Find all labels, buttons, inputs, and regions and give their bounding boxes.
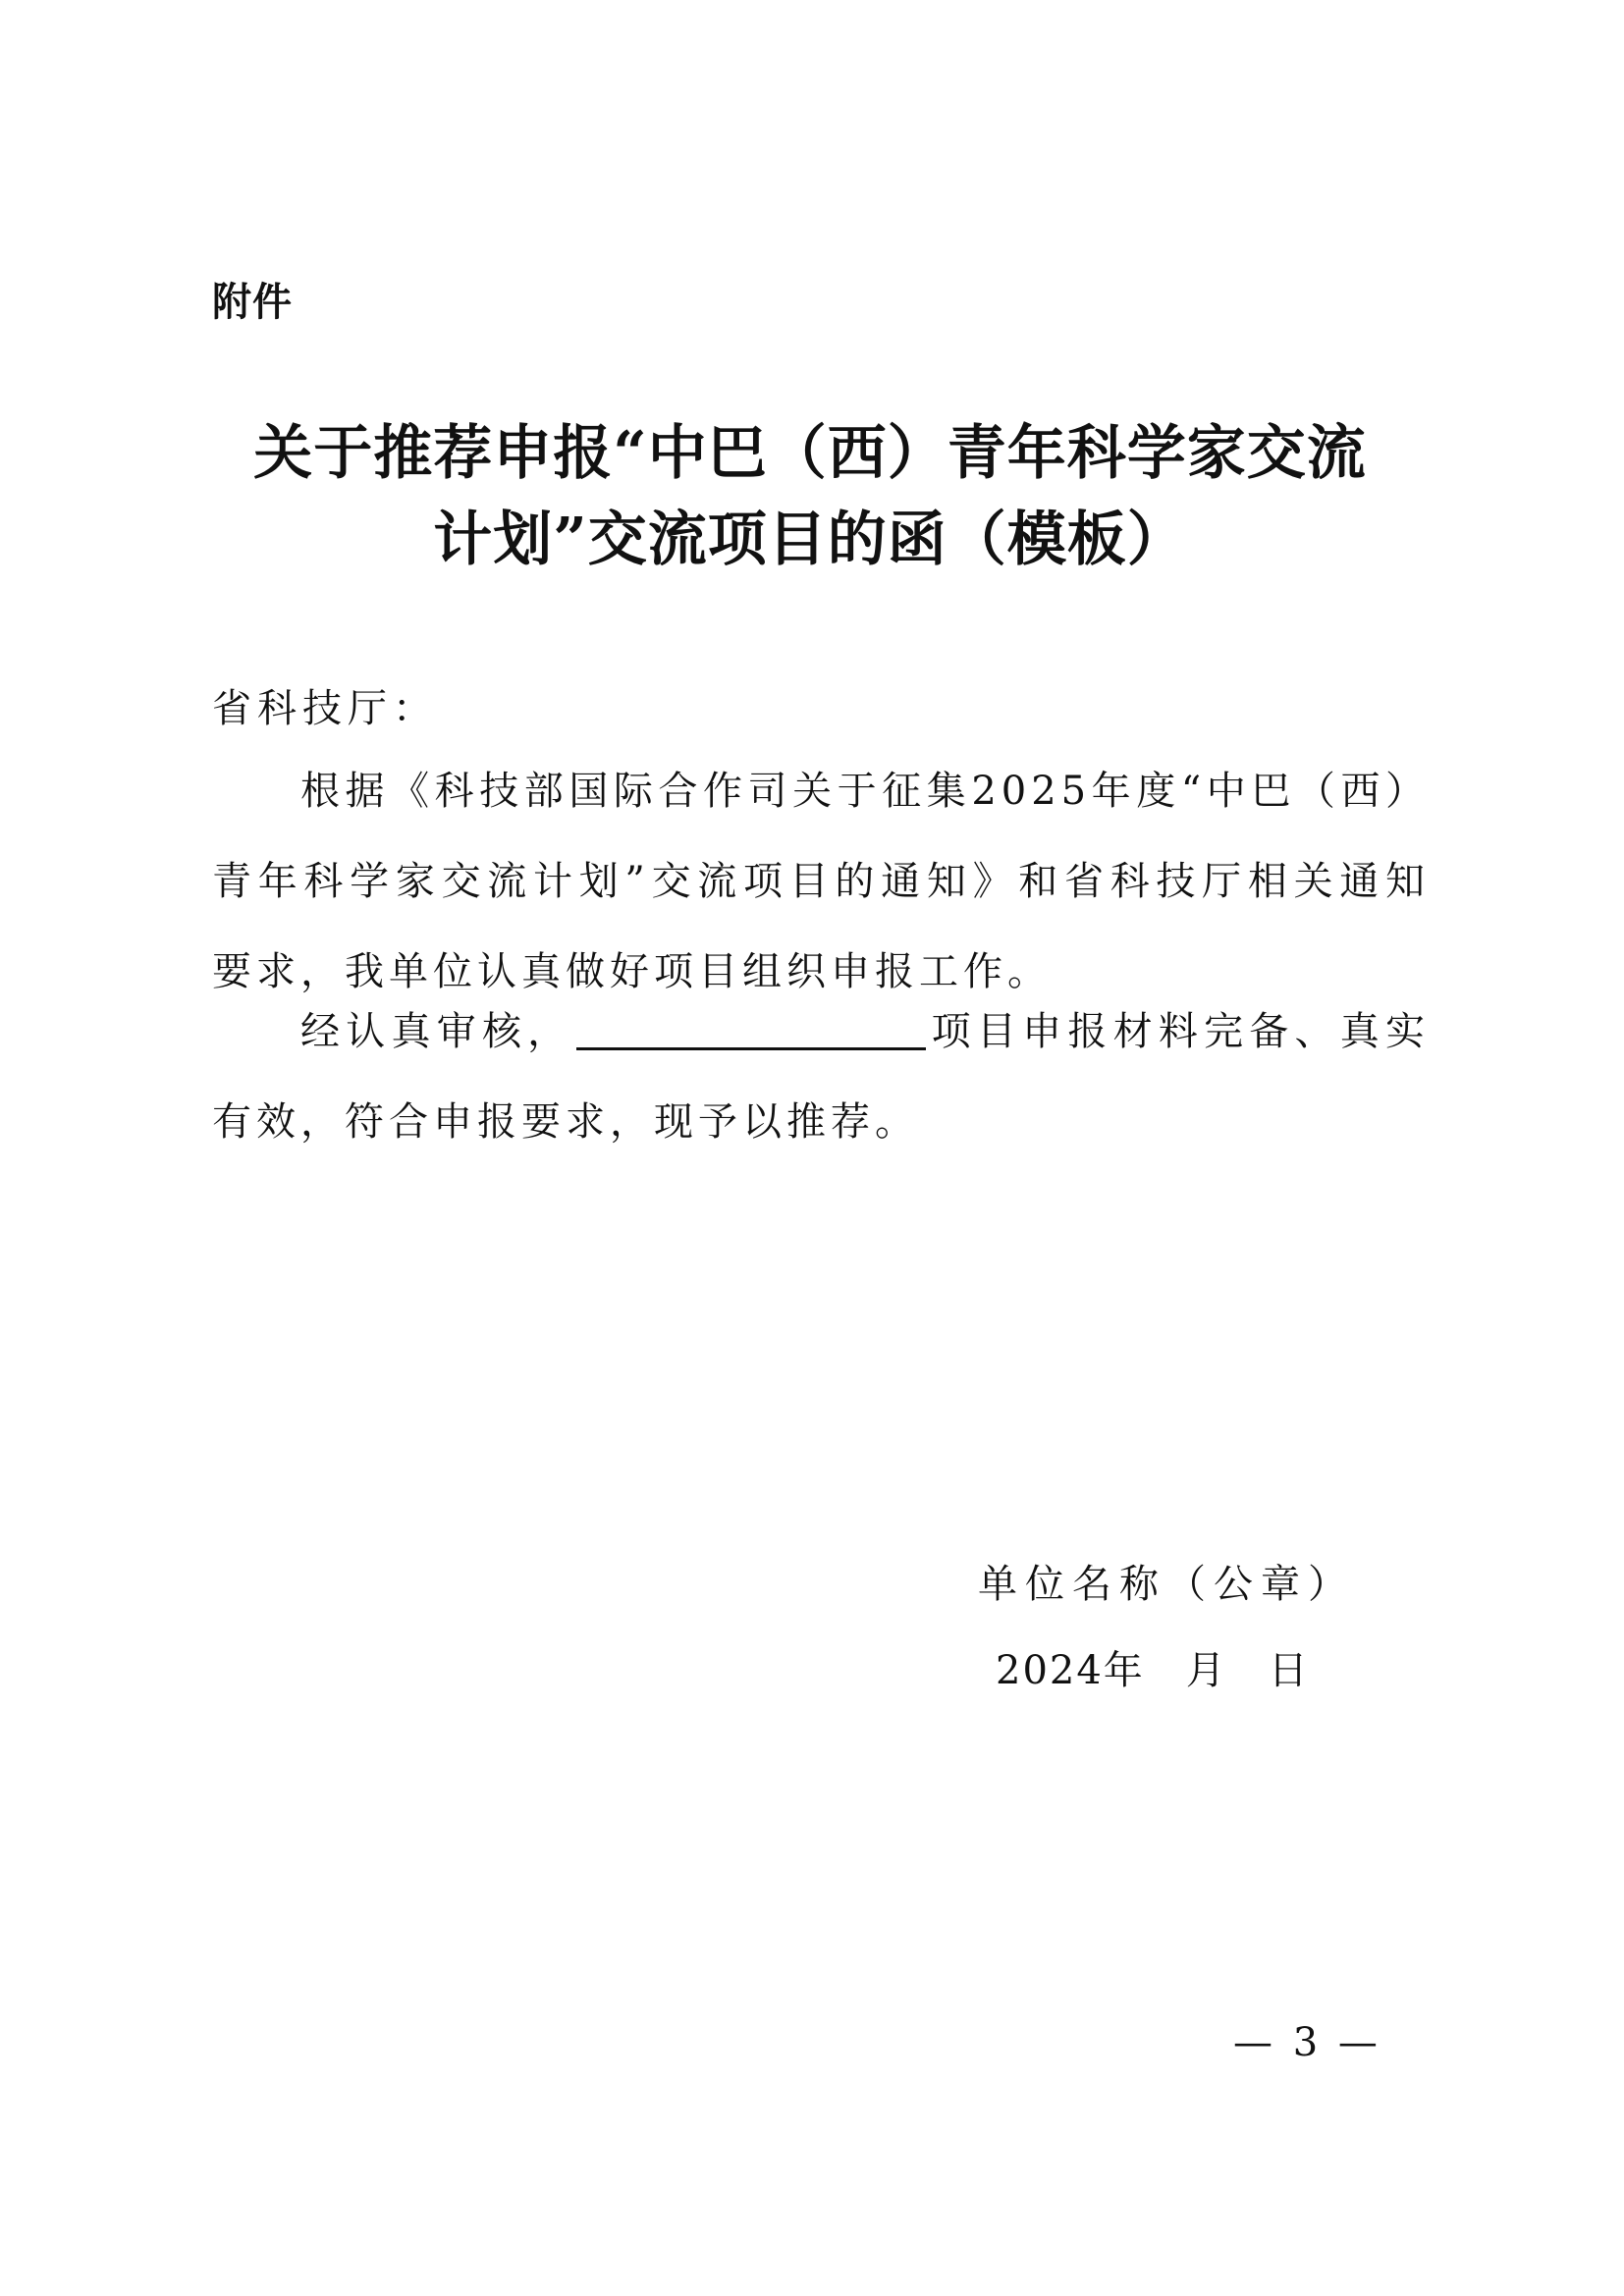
salutation: 省科技厅： (212, 686, 438, 731)
title-line-2: 计划”交流项目的函（模板） (433, 506, 1187, 574)
paragraph-2-tail-text: 项目申报材料完备、真实有效，符合申报要求，现予以推荐。 (212, 1009, 1431, 1145)
unit-name-seal: 单位名称（公章） (978, 1562, 1355, 1607)
paragraph-2-lead-text: 经认真审核， (300, 1009, 573, 1054)
signature-date: 2024年 月 日 (996, 1648, 1310, 1693)
document-title (196, 410, 1424, 583)
body-paragraph-1: 根据《科技部国际合作司关于征集2025年度“中巴（西）青年科学家交流计划”交流项目的通知》和省科技厅相关通知要求，我单位认真做好项目组织申报工作。 (212, 769, 1430, 994)
project-name-blank-field[interactable] (576, 1008, 926, 1050)
title-line-1: 关于推荐申报“中巴（西）青年科学家交流 (253, 419, 1367, 488)
attachment-label: 附件 (212, 280, 293, 325)
body-paragraph-2 (212, 987, 1430, 1167)
page-number: — 3 — (1233, 2020, 1381, 2065)
